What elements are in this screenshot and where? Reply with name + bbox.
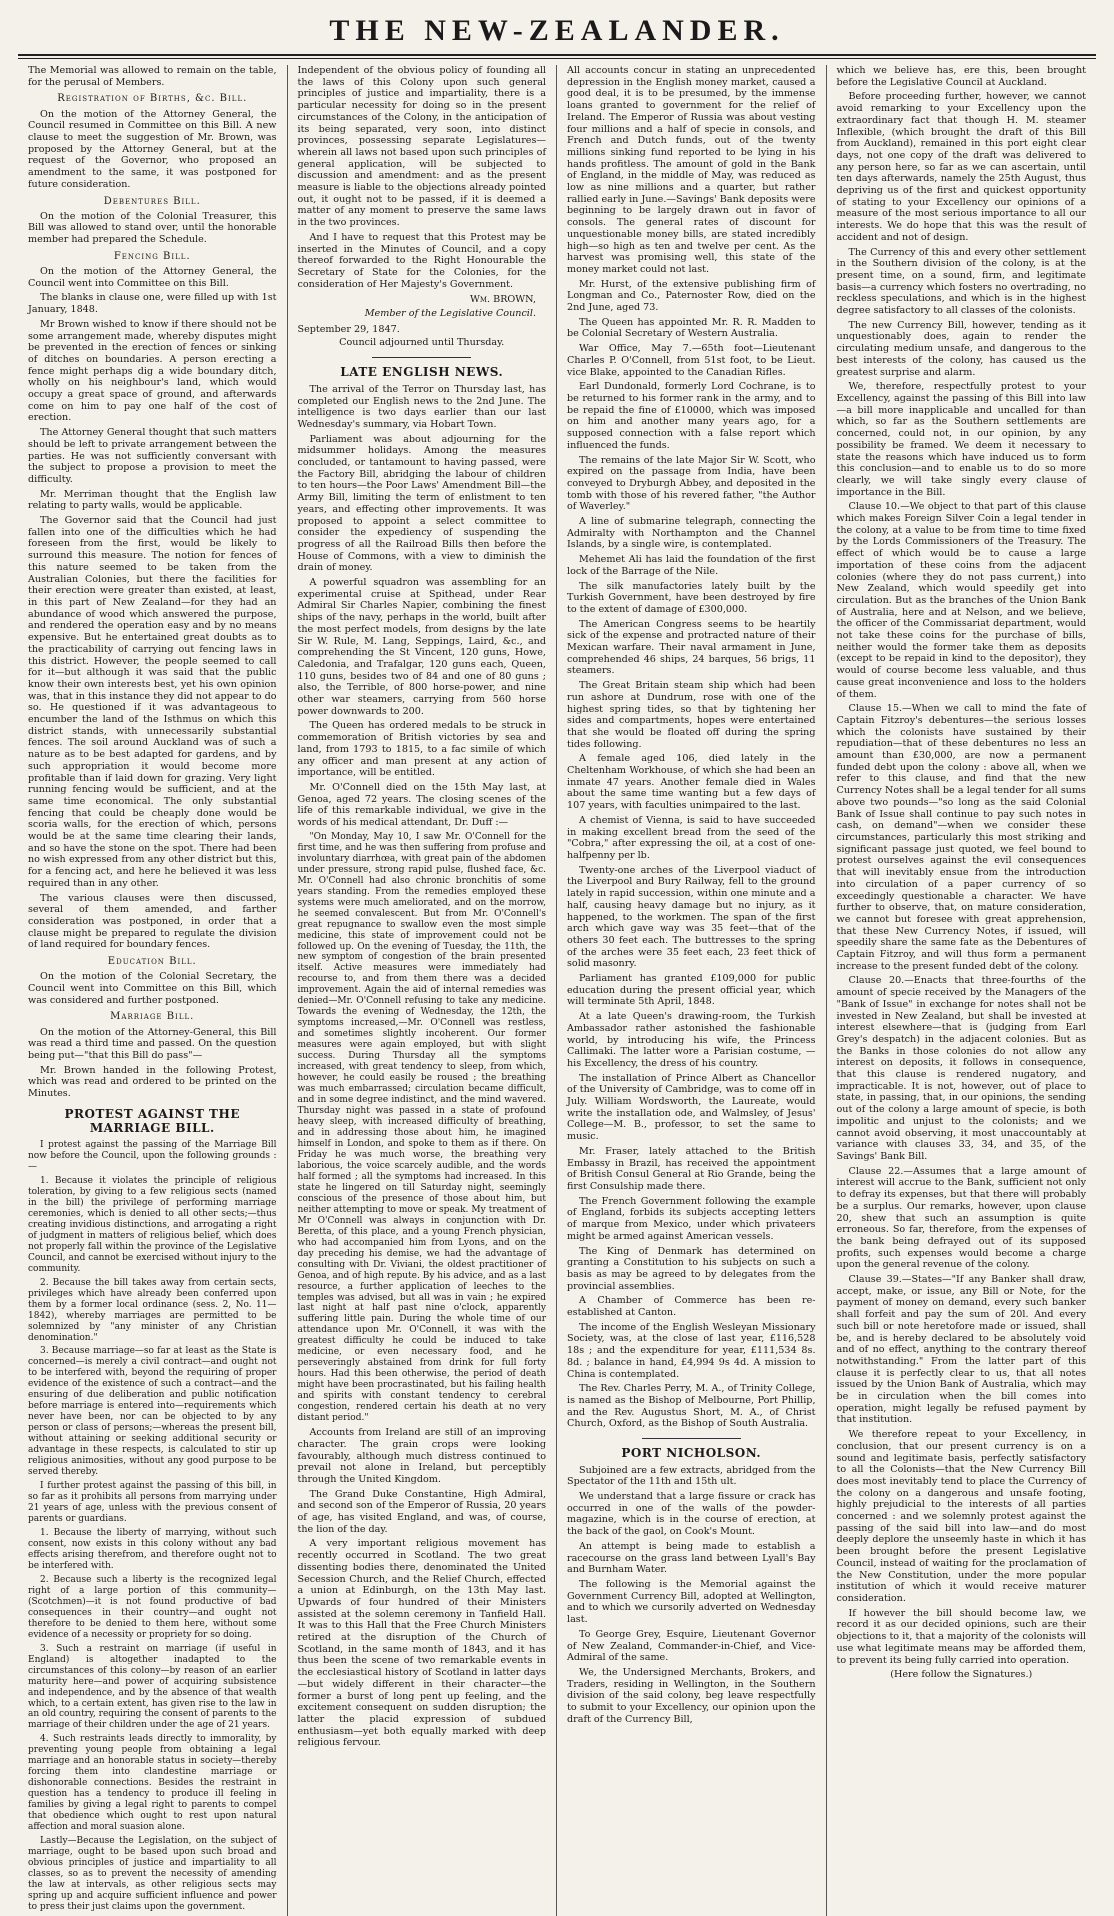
paragraph: The silk manufactories lately built by the Turkish Government, have been destroyed by fire to the extent of damage of £300,000. bbox=[567, 580, 816, 615]
paragraph: Mr Brown wished to know if there should not be some arrangement made, whereby disputes might be prevented in the erection of fences or sinking of ditches on boundaries. A person erecting a fence might perhaps dig a wide boundary ditch, wholly on his neighbour's land, which would occupy a great space of ground, and afterwards come on him to pay one half of the cost of erection. bbox=[28, 318, 277, 424]
masthead: THE NEW-ZEALANDER. bbox=[329, 14, 785, 47]
paragraph: The Queen has appointed Mr. R. R. Madden to be Colonial Secretary of Western Australia. bbox=[567, 316, 816, 340]
paragraph: 3. Such a restraint on marriage (if useful in England) is altogether inadapted to the circumstances of this colony—by reason of an earlier maturity here—and power of acquiring subsistence and independence, and by the absence of that wealth which, to a certain extent, has given rise to the law in an old country, requiring the consent of parents to the marriage of their children under the age of 21 years. bbox=[28, 1643, 277, 1731]
paragraph: I further protest against the passing of this bill, in so far as it prohibits all persons from marrying under 21 years of age, unless with the previous consent of parents or guardians. bbox=[28, 1481, 277, 1524]
paragraph: A very important religious movement has recently occurred in Scotland. The two great dissenting bodies there, denominated the United Secession Church, and the Relief Church, effected a union at Edinburgh, on the 13th May last. Upwards of four hundred of their Ministers assisted at the solemn ceremony in Tanfield Hall. It was to this Hall that the Free Church Ministers retired at the disruption of the Church of Scotland, in the same month of 1843, and it has thus been the scene of two remarkable events in the ecclesiastical history of Scotland in latter days—but widely different in their character—the former a burst of long pent up feeling, and the excitement consequent on sudden disruption; the latter the placid expression of subdued enthusiasm—yet both equally marked with deep religious fervour. bbox=[297, 1538, 546, 1749]
paragraph: "On Monday, May 10, I saw Mr. O'Connell for the first time, and he was then suffering from profuse and involuntary diarrhœa, with great pain of the abdomen under pressure, strong rapid pulse, flushed face, &c. Mr. O'Connell had also chronic bronchitis of some years standing. From the remedies employed these systems were much ameliorated, and on the morrow, he seemed convalescent. But from Mr. O'Connell's great repugnance to swallow even the most simple medicine, this state of improvement could not be followed up. On the evening of Tuesday, the 11th, the new symptom of congestion of the brain presented itself. Active measures were immediately had recourse to, and from them there was a decided improvement. Again the aid of internal remedies was denied—Mr. O'Connell refusing to take any medicine. Towards the evening of Wednesday, the 12th, the symptoms increased,—Mr. O'Connell was restless, and sometimes slightly incoherent. Our former measures were again employed, but with slight success. During Thursday all the symptoms increased, with great tendency to sleep, from which, however, he could easily be roused ; the breathing was much embarrassed; circulation became difficult, and in some degree indistinct, and the mind wavered. Thursday night was passed in a state of profound heavy sleep, with increased difficulty of breathing, and in addressing those about him, he imagined himself in London, and spoke to them as if there. On Friday he was much worse, the breathing very laborious, the voice scarcely audible, and the words half formed ; all the symptoms had increased. In this state he lingered on till Saturday night, seemingly conscious of the presence of those about him, but neither attempting to move or speak. My treatment of Mr O'Connell was always in conjunction with Dr. Beretta, of this place, and a young French physician, who had accompanied him from Lyons, and on the day preceding his demise, we had the advantage of consulting with Dr. Viviani, the oldest practitioner of Genoa, and of high repute. By his advice, and as a last resource, a further application of leeches to the temples was advised, but all was in vain ; he expired last night at half past nine o'clock, apparently suffering little pain. During the whole time of our attendance upon Mr. O'Connell, it was with the greatest difficulty he could be induced to take medicine, or even necessary food, and he perseveringly abstained from drink for full forty hours. Had this been otherwise, the period of death might have been procrastinated, but his failing health and spirits with constant tendency to cerebral congestion, rendered certain his death at no very distant period." bbox=[297, 831, 546, 1424]
paragraph: We understand that a large fissure or crack has occurred in one of the walls of the powder-magazine, which is in the course of erection, at the back of the gaol, on Cook's Mount. bbox=[567, 1491, 816, 1538]
paragraph: Mr. Fraser, lately attached to the British Embassy in Brazil, has received the appointment of British Consul General at Rio Grande, being the first Consulship made there. bbox=[567, 1145, 816, 1192]
paragraph: The Grand Duke Constantine, High Admiral, and second son of the Emperor of Russia, 20 years of age, has visited England, and was, of course, the lion of the day. bbox=[297, 1488, 546, 1535]
signature-name: Wm. BROWN, bbox=[470, 294, 536, 306]
paragraph: The remains of the late Major Sir W. Scott, who expired on the passage from India, have been conveyed to Dryburgh Abbey, and deposited in the tomb with those of his revered father, "the Author of Waverley." bbox=[567, 454, 816, 513]
paragraph: We, the Undersigned Merchants, Brokers, and Traders, residing in Wellington, in the Southern division of the said colony, beg leave respectfully to submit to your Excellency, our opinion upon the draft of the Currency Bill, bbox=[567, 1666, 816, 1725]
adjournment-note: Council adjourned until Thursday. bbox=[339, 337, 505, 349]
section-heading: Marriage Bill. bbox=[110, 1011, 195, 1023]
paragraph: On the motion of the Colonial Treasurer, this Bill was allowed to stand over, until the honorable member had prepared the Schedule. bbox=[28, 210, 277, 246]
paragraph: Parliament has granted £109,000 for public education during the present official year, which will terminate 5th April, 1848. bbox=[567, 973, 816, 1008]
article-heading: PROTEST AGAINST THE MARRIAGE BILL. bbox=[64, 1106, 240, 1136]
paragraph: And I have to request that this Protest may be inserted in the Minutes of Council, and a copy thereof forwarded to the Right Honourable the Secretary of State for the Colonies, for the consideration of Her Majesty's Government. bbox=[297, 231, 546, 290]
columns bbox=[18, 65, 1096, 1912]
paragraph: Mr. O'Connell died on the 15th May last, at Genoa, aged 72 years. The closing scenes of the life of this remarkable individual, we give in the words of his medical attendant, Dr. Duff :— bbox=[297, 782, 546, 829]
paragraph: The American Congress seems to be heartily sick of the expense and protracted nature of their Mexican warfare. Their naval armament in June, comprehended 46 ships, 24 barques, 56 brigs, 11 steamers. bbox=[567, 618, 816, 677]
paragraph: The King of Denmark has determined on granting a Constitution to his subjects on such a basis as may be agreed to by delegates from the provincial assemblies. bbox=[567, 1245, 816, 1292]
paragraph: On the motion of the Attorney-General, this Bill was read a third time and passed. On the question being put—"that this Bill do pass"— bbox=[28, 1026, 277, 1061]
paragraph: If however the bill should become law, we record it as our decided opinions, such are their objections to it, that a majority of the colonists will use what legitimate means may be afforded them, to prevent its being fully carried into operation. bbox=[836, 1607, 1086, 1666]
paragraph: 3. Because marriage—so far at least as the State is concerned—is merely a civil contract—and ought not to be interfered with, beyond the requiring of proper evidence of the existence of such a contract—and the ensuring of due deliberation and public notification before marriage is entered into—requirements which never have been, nor can be objected to by any person or class of persons;—whereas the present bill, without attaining or seeking additional security or advantage in these respects, is calculated to stir up religious animosities, without any good purpose to be served thereby. bbox=[28, 1346, 277, 1478]
paragraph: Before proceeding further, however, we cannot avoid remarking to your Excellency upon the extraordinary fact that though H. M. steamer Inflexible, (which brought the draft of this Bill from Auckland), remained in this port eight clear days, not one copy of the draft was delivered to any person here, so far as we can ascertain, until ten days afterwards, namely the 25th August, thus depriving us of the first and quickest opportunity of stating to your Excellency our opinions of a measure of the most serious importance to all our interests. We do hope that this was the result of accident and not of design. bbox=[836, 91, 1086, 243]
paragraph: Mr. Hurst, of the extensive publishing firm of Longman and Co., Paternoster Row, died on the 2nd June, aged 73. bbox=[567, 278, 816, 314]
paragraph: 2. Because such a liberty is the recognized legal right of a large portion of this community—(Scotchmen)—it is not found productive of bad consequences in their country—and ought not therefore to be denied to them here, without some evidence of a necessity or propriety for so doing. bbox=[28, 1574, 277, 1640]
paragraph: The following is the Memorial against the Government Currency Bill, adopted at Wellington, and to which we cursorily adverted on Wednesday last. bbox=[567, 1579, 816, 1626]
paragraph: Mr. Merriman thought that the English law relating to party walls, would be applicable. bbox=[28, 488, 277, 512]
column-2 bbox=[288, 65, 558, 1916]
paragraph: A Chamber of Commerce has been re-established at Canton. bbox=[567, 1295, 816, 1319]
paragraph: Clause 20.—Enacts that three-fourths of the amount of specie received by the Managers of the "Bank of Issue" in exchange for notes shall not be invested in New Zealand, but shall be invested at interest elsewhere—that is (judging from Earl Grey's despatch) in the adjacent colonies. But as the Banks in those colonies do not allow any interest on deposits, it follows in consequence, that this clause is rendered nugatory, and impracticable. It is not, however, out of place to state, in passing, that, in our opinions, the sending out of the colony a large amount of specie, is both impolitic and unjust to the colonists; and we cannot avoid observing, it most unaccountably at variance with clauses 33, 34, and 35, of the Savings' Bank Bill. bbox=[836, 975, 1086, 1162]
paragraph: Clause 15.—When we call to mind the fate of Captain Fitzroy's debentures—the serious losses which the colonists have sustained by their repudiation—that of these debentures no less an amount than £30,000, are now a permanent funded debt upon the colony : above all, when we refer to this clause, and find that the new Currency Notes shall be a legal tender for all sums above two pounds—"so long as the said Colonial Bank of Issue shall continue to pay such notes in cash, on demand"—when we consider these circumstances, particularly this most striking and significant passage just quoted, we feel bound to protest ourselves against the evil consequences that will inevitably ensue from the introduction into circulation of a paper currency of so exceedingly questionable a character. We have further to observe, that, on mature consideration, we cannot but foresee with great apprehension, that these New Currency Notes, if issued, will speedily share the same fate as the Debentures of Captain Fitzroy, and will thus form a permanent increase to the present funded debt of the colony. bbox=[836, 703, 1086, 972]
paragraph: The Rev. Charles Perry, M. A., of Trinity College, is named as the Bishop of Melbourne, Port Phillip, and the Rev. Augustus Short, M. A., of Christ Church, Oxford, as the Bishop of South Australia. bbox=[567, 1383, 816, 1430]
paragraph: An attempt is being made to establish a racecourse on the grass land between Lyall's Bay and Burnham Water. bbox=[567, 1540, 816, 1576]
divider bbox=[642, 1438, 741, 1439]
paragraph: We therefore repeat to your Excellency, in conclusion, that our present currency is on a sound and legitimate basis, perfectly satisfactory to all the Colonists—that the New Currency Bill does most inevitably tend to place the Currency of the colony on a dangerous and unsafe footing, highly prejudicial to the interests of all parties concerned : and we solemnly protest against the passing of the said bill into law—and do most deeply deplore the unseemly haste in which it has been brought before the present Legislative Council, instead of waiting for the proclamation of the New Constitution, under the more popular institution of which it would receive maturer consideration. bbox=[836, 1429, 1086, 1604]
section-heading: Fencing Bill. bbox=[113, 250, 191, 262]
paragraph: Clause 10.—We object to that part of this clause which makes Foreign Silver Coin a legal tender in the colony, at a value to be from time to time fixed by the Lords Commissioners of the Treasury. The effect of which would be to cause a large importation of these coins from the adjacent colonies (where they do not pass current,) into New Zealand, which would speedily get into circulation. But as the branches of the Union Bank of Australia, here and at Nelson, and we believe, the officer of the Commissariat department, would not take these coins for the purchase of bills, neither would the former take them as deposits (except to be repaid in kind to the depositor), they would of course become less valuable, and thus cause great inconvenience and loss to the holders of them. bbox=[836, 501, 1086, 700]
paragraph: Mr. Brown handed in the following Protest, which was read and ordered to be printed on the Minutes. bbox=[28, 1064, 277, 1100]
paragraph: The Attorney General thought that such matters should be left to private arrangement between the parties. He was not sufficiently conversant with the subject to propose a provision to meet the difficulty. bbox=[28, 427, 277, 485]
paragraph: A line of submarine telegraph, connecting the Admiralty with Northampton and the Channel Islands, by a single wire, is contemplated. bbox=[567, 516, 816, 551]
paragraph: The Queen has ordered medals to be struck in commemoration of British victories by sea and land, from 1793 to 1815, to a fac simile of which any officer and man present at any action of importance, will be entitled. bbox=[297, 720, 546, 779]
paragraph: The French Government following the example of England, forbids its subjects accepting letters of marque from Mexico, under which privateers might be armed against American vessels. bbox=[567, 1195, 816, 1242]
paragraph: 4. Such restraints leads directly to immorality, by preventing young people from obtaining a legal marriage and an honorable status in society—thereby forcing them into clandestine marriage or dishonorable connections. Besides the restraint in question has a tendency to produce ill feeling in families by giving a legal right to parents to compel that obedience which ought to rest upon natural affection and moral suasion alone. bbox=[28, 1734, 277, 1833]
paragraph: Accounts from Ireland are still of an improving character. The grain crops were looking favourably, although much distress continued to prevail not alone in Ireland, but perceptibly through the United Kingdom. bbox=[297, 1427, 546, 1485]
paragraph: The Memorial was allowed to remain on the table, for the perusal of Members. bbox=[28, 65, 277, 88]
masthead-rule bbox=[18, 54, 1096, 59]
paragraph: War Office, May 7.—65th foot—Lieutenant Charles P. O'Connell, from 51st foot, to be Lieut. vice Blake, appointed to the Canadian Rifles. bbox=[567, 343, 816, 378]
article-heading: LATE ENGLISH NEWS. bbox=[340, 365, 504, 380]
paragraph: At a late Queen's drawing-room, the Turkish Ambassador rather astonished the fashionable world, by introducing his wife, the Princess Callimaki. The latter wore a Parisian costume, —his Excellency, the dress of his country. bbox=[567, 1011, 816, 1069]
paragraph: Clause 39.—States—"If any Banker shall draw, accept, make, or issue, any Bill or Note, for the payment of money on demand, every such banker shall forfeit and pay the sum of 20l. And every such bill or note heretofore made or issued, shall be, and is hereby declared to be absolutely void and of no effect, anything to the contrary thereof notwithstanding." From the latter part of this clause it is perfectly clear to us, that all notes issued by the Union Bank of Australia, which may be in circulation when the bill comes into operation, might legally be refused payment by that institution. bbox=[836, 1274, 1086, 1426]
paragraph: Twenty-one arches of the Liverpool viaduct of the Liverpool and Bury Railway, fell to the ground lately in rapid succession, within one minute and a half, causing heavy damage but no injury, as it happened, to the workmen. The span of the first arch which gave way was 35 feet—that of the others 30 feet each. The buttresses to the spring of the arches were 35 feet each, 23 feet thick of solid masonry. bbox=[567, 864, 816, 970]
paragraph: A chemist of Vienna, is said to have succeeded in making excellent bread from the seed of the "Cobra," after expressing the oil, at a cost of one-halfpenny per lb. bbox=[567, 814, 816, 861]
paragraph: On the motion of the Colonial Secretary, the Council went into Committee on this Bill, which was considered and further postponed. bbox=[28, 971, 277, 1006]
paragraph: I protest against the passing of the Marriage Bill now before the Council, upon the following grounds :— bbox=[28, 1140, 277, 1172]
paragraph: Parliament was about adjourning for the midsummer holidays. Among the measures concluded, or tantamount to having passed, were the Factory Bill, abridging the labour of children to ten hours—the Poor Laws' Amendment Bill—the Army Bill, limiting the term of enlistment to ten years, and effecting other improvements. It was proposed to appoint a select committee to consider the expediency of suspending the progress of all the Railroad Bills then before the House of Commons, with a view to diminish the drain of money. bbox=[297, 433, 546, 574]
paragraph: We, therefore, respectfully protest to your Excellency, against the passing of this Bill into law—a bill more inapplicable and uncalled for than which, so far as the Southern settlements are concerned, could not, in our opinion, by any possibility be framed. We deem it necessary to state the reasons which have induced us to form this conclusion—and to enable us to do so more clearly, we will take singly every clause of importance in the Bill. bbox=[836, 381, 1086, 498]
paragraph: Mehemet Ali has laid the foundation of the first lock of the Barrage of the Nile. bbox=[567, 554, 816, 577]
paragraph: Earl Dundonald, formerly Lord Cochrane, is to be returned to his former rank in the army, and to be repaid the fine of £10000, which was imposed on him and another many years ago, for a supposed connection with a false report which influenced the funds. bbox=[567, 381, 816, 451]
paragraph: which we believe has, ere this, been brought before the Legislative Council at Auckland. bbox=[836, 65, 1086, 88]
paragraph: The new Currency Bill, however, tending as it unquestionably does, again to render the circulating medium unsafe, and dangerous to the best interests of the colony, has caused us the greatest surprise and alarm. bbox=[836, 319, 1086, 378]
paragraph: Lastly—Because the Legislation, on the subject of marriage, ought to be based upon such broad and obvious principles of justice and impartiality to all classes, so as to prevent the necessity of amending the law at intervals, as other religious sects may spring up and acquire sufficient influence and power to press their just claims upon the government. bbox=[28, 1836, 277, 1912]
section-heading: Education Bill. bbox=[107, 956, 197, 968]
paragraph: The Currency of this and every other settlement in the Southern division of the colony, is at the present time, on a sound, firm, and legitimate basis—a currency which fosters no overtrading, no reckless speculations, and which is in the highest degree satisfactory to all classes of the colonists. bbox=[836, 246, 1086, 317]
paragraph: The blanks in clause one, were filled up with 1st January, 1848. bbox=[28, 292, 277, 316]
divider bbox=[372, 357, 471, 358]
paragraph: On the motion of the Attorney General, the Council resumed in Committee on this Bill. A new clause to meet the suggestion of Mr. Brown, was proposed by the Attorney General, but at the request of the Governor, who proposed an amendment to the same, it was postponed for future consideration. bbox=[28, 108, 277, 190]
paragraph: Clause 22.—Assumes that a large amount of interest will accrue to the Bank, sufficient not only to defray its expenses, but that there will probably be a surplus. Our remarks, however, upon clause 20, shew that such an assumption is quite erroneous. So far, therefore, from the expenses of the bank being defrayed out of its supposed profits, such expenses would become a charge upon the general revenue of the colony. bbox=[836, 1165, 1086, 1271]
paragraph: 1. Because the liberty of marrying, without such consent, now exists in this colony without any bad effects arising therefrom, and therefore ought not to be interfered with. bbox=[28, 1527, 277, 1571]
article-heading: PORT NICHOLSON. bbox=[621, 1446, 762, 1461]
date-line: September 29, 1847. bbox=[297, 323, 400, 335]
paragraph: Subjoined are a few extracts, abridged from the Spectator of the 11th and 15th ult. bbox=[567, 1464, 816, 1488]
paragraph: The installation of Prince Albert as Chancellor of the University of Cambridge, was to come off in July. William Wordsworth, the Laureate, would write the installation ode, and Walmsley, of Jesus' College—M. B., professor, to set the same to music. bbox=[567, 1072, 816, 1143]
paragraph: Independent of the obvious policy of founding all the laws of this Colony upon such general principles of justice and impartiality, there is a particular necessity for doing so in the present circumstances of the Colony, in the anticipation of its being separated, very soon, into distinct provinces, possessing separate Legislatures—wherein all laws not based upon such principles of general application, will be subjected to discussion and amendment: and as the present measure is liable to the objections already pointed out, it ought not to be passed, if it is deemed a matter of any moment to preserve the same laws in the two provinces. bbox=[297, 65, 546, 229]
paragraph: 2. Because the bill takes away from certain sects, privileges which have already been conferred upon them by a former local ordinance (sess. 2, No. 11—1842), whereby marriages are permitted to be solemnized by "any minister of any Christian denomination." bbox=[28, 1277, 277, 1343]
paragraph: The Governor said that the Council had just fallen into one of the difficulties which he had foreseen from the first, would be likely to surround this measure. The notion for fences of this nature seemed to be taken from the Australian Colonies, but there the facilities for their erection were greater than existed, at least, in this part of New Zealand—for they had an abundance of wood which answered the purpose, and rendered the operation easy and by no means expensive. But he entertained great doubts as to the practicability of carrying out fencing laws in this district. However, the people seemed to call for it—but although it was said that the public know their own interests best, yet his own opinion was, that in this instance they did not appear to do so. He questioned if it was advantageous to encumber the land of the Isthmus on which this district stands, with unnecessarily substantial fences. The soil around Auckland was of such a nature as to be best adapted for gardens, and by such appropriation it would become more profitable than if laid down for grazing. Very light running fencing would be sufficient, and at the same time economical. The only substantial fencing that could be cheaply done would be scoria walls, for the erection of which, persons would be at the same time clearing their lands, and so have the stone on the spot. There had been no wish expressed from any other district but this, for a fencing act, and here he believed it was less required than in any other. bbox=[28, 515, 277, 889]
paragraph: 1. Because it violates the principle of religious toleration, by giving to a few religious sects (named in the bill) the privilege of performing marriage ceremonies, which is denied to all other sects;—thus creating invidious distinctions, and arrogating a right of judgment in matters of religious belief, which does not properly fall within the province of the Legislative Council, and cannot be exercised without injury to the community. bbox=[28, 1175, 277, 1274]
paragraph: The Great Britain steam ship which had been run ashore at Dundrum, rose with one of the highest spring tides, so that by tightening her sides and compartments, hopes were entertained that she would be floated off during the spring tides following. bbox=[567, 680, 816, 750]
signature-title: Member of the Legislative Council. bbox=[364, 308, 536, 320]
paragraph: The income of the English Wesleyan Missionary Society, was, at the close of last year, £116,528 18s ; and the expenditure for year, £111,534 8s. 8d. ; balance in hand, £4,994 9s 4d. A mission to China is contemplated. bbox=[567, 1321, 816, 1380]
paragraph: All accounts concur in stating an unprecedented depression in the English money market, caused a good deal, it is to be presumed, by the immense loans granted to government for the relief of Ireland. The Emperor of Russia was about vesting four millions and a half of specie in consols, and French and Dutch funds, out of the twenty millions sinking fund reported to be lying in his hands profitless. The amount of gold in the Bank of England, in the middle of May, was reduced as low as nine millions and a quarter, but rather rallied early in June.—Savings' Bank deposits were beginning to be largely drawn out in favor of consols. The general rates of discount for unquestionable money bills, are stated incredibly high—so high as ten and twelve per cent. As the harvest was promising well, this state of the money market could not last. bbox=[567, 65, 816, 275]
column-3 bbox=[557, 65, 827, 1916]
paragraph: A female aged 106, died lately in the Cheltenham Workhouse, of which she had been an inmate 47 years. Another female died in Wales about the same time wanting but a few days of 107 years, with faculties unimpaired to the last. bbox=[567, 753, 816, 812]
paragraph: The arrival of the Terror on Thursday last, has completed our English news to the 2nd June. The intelligence is two days earlier than our last Wednesday's summary, via Hobart Town. bbox=[297, 383, 546, 430]
column-4 bbox=[827, 65, 1097, 1916]
signatures-note: (Here follow the Signatures.) bbox=[890, 1669, 1033, 1681]
column-1 bbox=[18, 65, 288, 1916]
section-heading: Debentures Bill. bbox=[103, 195, 201, 207]
paragraph: The various clauses were then discussed, several of them amended, and farther consideration was postponed, in order that a clause might be prepared to regulate the division of land required for boundary fences. bbox=[28, 892, 277, 951]
paragraph: A powerful squadron was assembling for an experimental cruise at Spithead, under Rear Admiral Sir Charles Napier, combining the finest ships of the navy, perhaps in the world, built after the most perfect models, from designs by the late Sir W. Rule, M. Lang, Seppings, Laird, &c., and comprehending the St Vincent, 120 guns, Howe, Caledonia, and Trafalgar, 120 guns each, Queen, 110 guns, besides two of 84 and one of 80 guns ; also, the Terrible, of 800 horse-power, and nine other war steamers, carrying from 560 horse power downwards to 200. bbox=[297, 577, 546, 717]
section-heading: Registration of Births, &c. Bill. bbox=[57, 93, 248, 105]
paragraph: On the motion of the Attorney General, the Council went into Committee on this Bill. bbox=[28, 266, 277, 289]
paragraph: To George Grey, Esquire, Lieutenant Governor of New Zealand, Commander-in-Chief, and Vice-Admiral of the same. bbox=[567, 1628, 816, 1664]
